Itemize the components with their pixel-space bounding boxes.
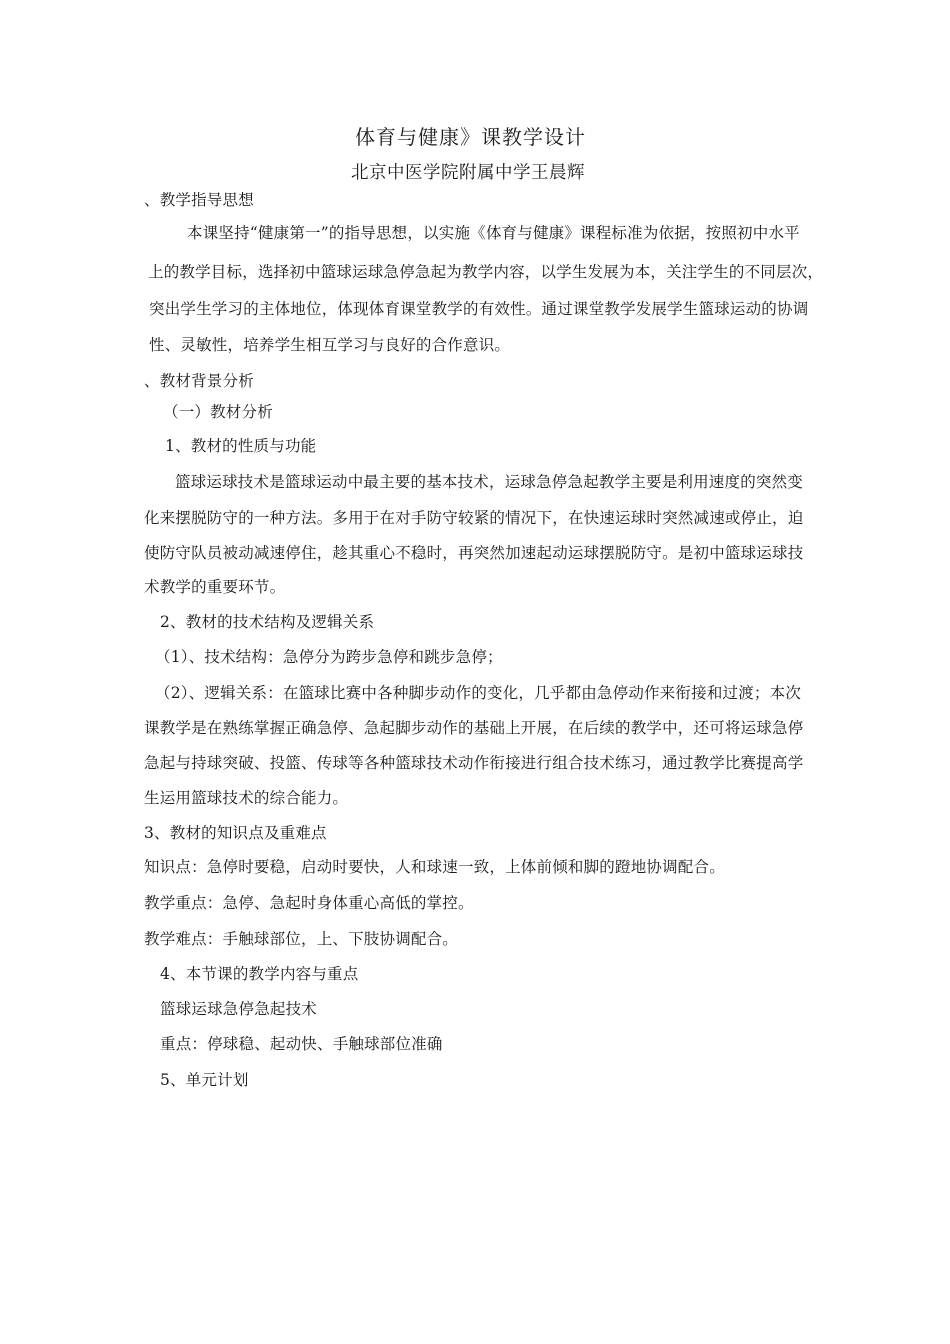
paragraph-line: 使防守队员被动减速停住，趁其重心不稳时，再突然加速起动运球摆脱防守。是初中篮球运球技: [144, 544, 804, 562]
document-title: 体育与健康》课教学设计: [355, 125, 586, 149]
lesson-content-text: 篮球运球急停急起技术: [160, 1000, 318, 1018]
item-heading-knowledge-points: 3、教材的知识点及重难点: [144, 824, 327, 842]
paragraph-line: （2）、逻辑关系：在篮球比赛中各种脚步动作的变化，几乎都由急停动作来衔接和过渡；本次: [155, 684, 802, 702]
document-author: 北京中医学院附属中学王晨辉: [351, 163, 585, 183]
paragraph-line: 上的教学目标，选择初中篮球运球急停急起为教学内容，以学生发展为本，关注学生的不同层次，: [148, 263, 824, 281]
paragraph-line: 本课坚持“健康第一”的指导思想，以实施《体育与健康》课程标准为依据，按照初中水平: [187, 224, 800, 242]
subsection-heading-material-analysis: （一）教材分析: [163, 403, 273, 421]
item-heading-nature-function: 1、教材的性质与功能: [165, 437, 317, 455]
paragraph-line: 突出学生学习的主体地位，体现体育课堂教学的有效性。通过课堂教学发展学生篮球运动的协调: [149, 300, 809, 318]
paragraph-line: 生运用篮球技术的综合能力。: [144, 789, 349, 807]
section-heading-guiding-ideology: 、教学指导思想: [144, 191, 254, 209]
item-heading-lesson-content: 4、本节课的教学内容与重点: [160, 965, 359, 983]
paragraph-line: 化来摆脱防守的一种方法。多用于在对手防守较紧的情况下，在快速运球时突然减速或停止，迫: [144, 509, 804, 527]
item-heading-technical-structure: 2、教材的技术结构及逻辑关系: [160, 613, 375, 631]
item-heading-unit-plan: 5、单元计划: [160, 1071, 249, 1089]
teaching-key-point-text: 教学重点：急停、急起时身体重心高低的掌控。: [144, 894, 474, 912]
paragraph-line: 急起与持球突破、投篮、传球等各种篮球技术动作衔接进行组合技术练习，通过教学比赛提高学: [144, 754, 804, 772]
paragraph-line: 课教学是在熟练掌握正确急停、急起脚步动作的基础上开展，在后续的教学中，还可将运球急停: [144, 719, 804, 737]
section-heading-material-background: 、教材背景分析: [144, 372, 254, 390]
lesson-focus-text: 重点：停球稳、起动快、手触球部位准确: [160, 1035, 443, 1053]
paragraph-line: 篮球运球技术是篮球运动中最主要的基本技术，运球急停急起教学主要是利用速度的突然变: [175, 473, 804, 491]
paragraph-line: 性、灵敏性，培养学生相互学习与良好的合作意识。: [149, 336, 511, 354]
technical-structure-point: （1）、技术结构：急停分为跨步急停和跳步急停；: [155, 648, 503, 666]
knowledge-point-text: 知识点：急停时要稳，启动时要快，人和球速一致，上体前倾和脚的蹬地协调配合。: [144, 858, 725, 876]
teaching-difficulty-text: 教学难点：手触球部位，上、下肢协调配合。: [144, 930, 459, 948]
paragraph-line: 术教学的重要环节。: [144, 578, 286, 596]
